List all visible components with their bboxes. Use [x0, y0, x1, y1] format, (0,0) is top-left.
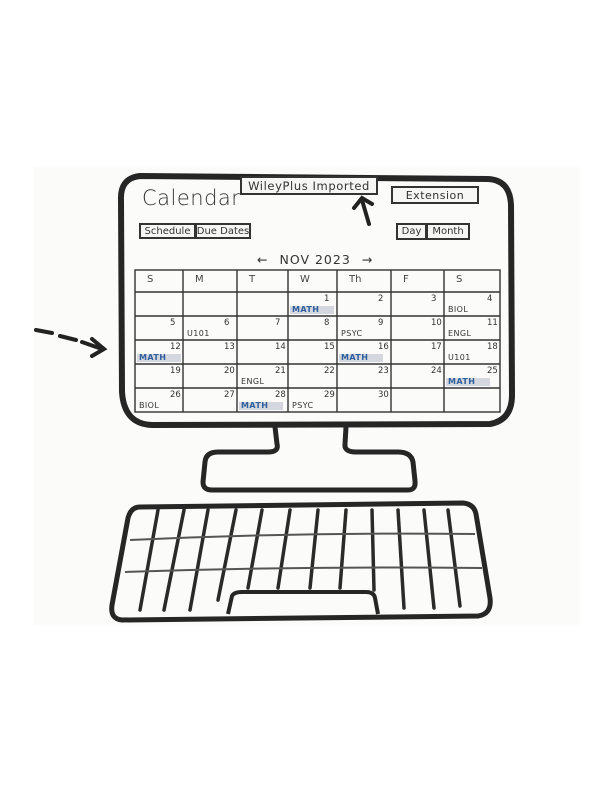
day-cell-number[interactable]: 24 [431, 366, 442, 376]
up-arrow-icon [354, 198, 372, 224]
day-cell-number[interactable]: 8 [324, 318, 330, 328]
day-cell-number[interactable]: 2 [378, 294, 384, 304]
weekday-header: F [403, 274, 409, 285]
day-cell-number[interactable]: 11 [487, 318, 498, 328]
calendar-event[interactable]: PSYC [341, 329, 363, 338]
calendar-event[interactable]: U101 [448, 353, 471, 362]
keyboard-keys [140, 510, 460, 610]
day-cell-number[interactable]: 17 [431, 342, 442, 352]
weekday-header: Th [349, 274, 362, 285]
wileyplus-imported-badge[interactable]: WileyPlus Imported [240, 176, 378, 195]
day-cell-number[interactable]: 19 [170, 366, 181, 376]
day-cell-number[interactable]: 6 [224, 318, 230, 328]
day-cell-number[interactable]: 28 [275, 390, 286, 400]
day-cell-number[interactable]: 5 [170, 318, 176, 328]
calendar-event[interactable]: MATH [241, 401, 269, 410]
calendar-event[interactable]: BIOL [139, 401, 160, 410]
extension-button[interactable]: Extension [391, 186, 479, 204]
month-navigator [254, 252, 376, 267]
calendar-event[interactable]: MATH [448, 377, 476, 386]
calendar-event[interactable]: MATH [139, 353, 167, 362]
day-cell-number[interactable]: 25 [487, 366, 498, 376]
weekday-header: S [147, 274, 154, 285]
day-cell-number[interactable]: 13 [224, 342, 235, 352]
calendar-event[interactable]: MATH [292, 305, 320, 314]
day-cell-number[interactable]: 3 [431, 294, 437, 304]
day-cell-number[interactable]: 12 [170, 342, 181, 352]
weekday-header: M [195, 274, 204, 285]
monitor-neck [203, 427, 415, 490]
calendar-event[interactable]: ENGL [241, 377, 265, 386]
calendar-event[interactable]: PSYC [292, 401, 314, 410]
weekday-header: T [249, 274, 256, 285]
day-cell-number[interactable]: 15 [324, 342, 335, 352]
tab-due-dates[interactable]: Due Dates [196, 223, 251, 239]
day-cell-number[interactable]: 29 [324, 390, 335, 400]
calendar-event[interactable]: U101 [187, 329, 210, 338]
calendar-grid-lines [135, 270, 500, 412]
day-cell-number[interactable]: 20 [224, 366, 235, 376]
day-cell-number[interactable]: 23 [378, 366, 389, 376]
day-view-button[interactable]: Day [396, 223, 427, 240]
day-cell-number[interactable]: 16 [378, 342, 389, 352]
weekday-header: S [456, 274, 463, 285]
day-cell-number[interactable]: 30 [378, 390, 389, 400]
next-month-arrow-icon[interactable]: → [361, 252, 374, 267]
dashed-arrow-icon [36, 330, 104, 356]
calendar-event[interactable]: MATH [341, 353, 369, 362]
day-cell-number[interactable]: 4 [487, 294, 493, 304]
day-cell-number[interactable]: 10 [431, 318, 442, 328]
day-cell-number[interactable]: 1 [324, 294, 330, 304]
month-label: NOV 2023 [279, 252, 351, 267]
day-cell-number[interactable]: 18 [487, 342, 498, 352]
day-cell-number[interactable]: 27 [224, 390, 235, 400]
day-cell-number[interactable]: 9 [378, 318, 384, 328]
day-cell-number[interactable]: 22 [324, 366, 335, 376]
app-title: Calendar [142, 186, 241, 210]
prev-month-arrow-icon[interactable]: ← [257, 252, 269, 267]
tab-schedule[interactable]: Schedule [139, 223, 196, 239]
calendar-event[interactable]: BIOL [448, 305, 469, 314]
calendar-event[interactable]: ENGL [448, 329, 472, 338]
month-view-button[interactable]: Month [427, 223, 470, 240]
spacebar [228, 592, 378, 614]
day-cell-number[interactable]: 7 [275, 318, 281, 328]
day-cell-number[interactable]: 26 [170, 390, 181, 400]
day-cell-number[interactable]: 21 [275, 366, 286, 376]
weekday-header: W [300, 274, 310, 285]
day-cell-number[interactable]: 14 [275, 342, 286, 352]
